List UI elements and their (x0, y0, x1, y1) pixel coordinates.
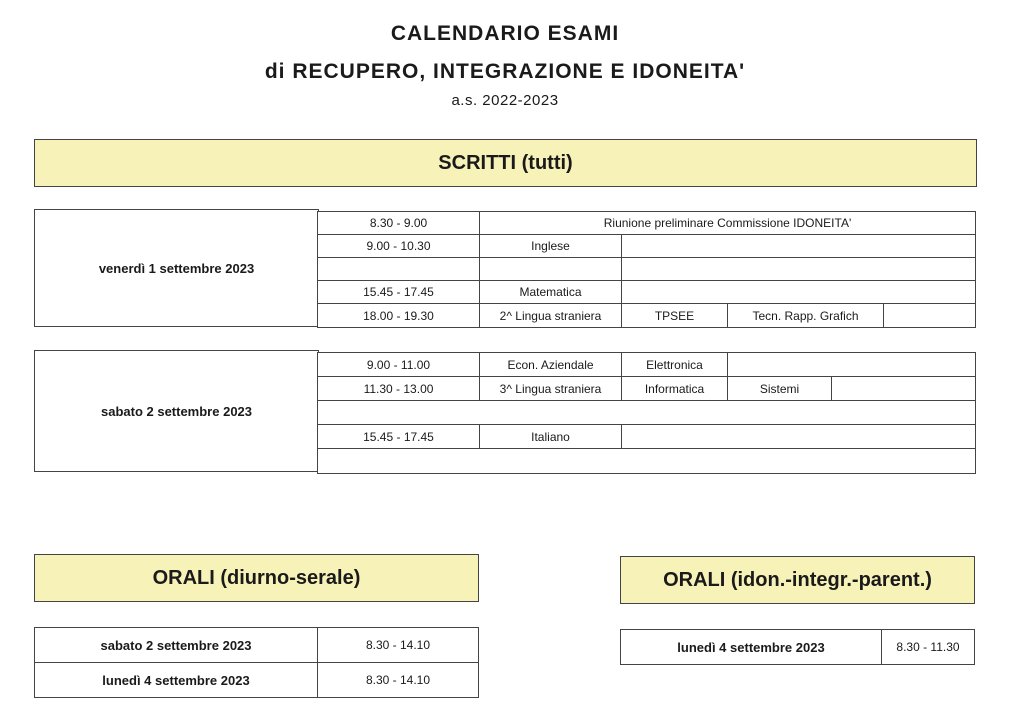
day1-row5-cell4 (883, 303, 976, 328)
day1-date: venerdì 1 settembre 2023 (98, 260, 255, 276)
day1-row5-cell3: Tecn. Rapp. Grafich (727, 303, 884, 328)
day2-date: sabato 2 settembre 2023 (100, 403, 253, 419)
school-year: a.s. 2022-2023 (451, 92, 559, 109)
day2-row1-cell1: Econ. Aziendale (479, 352, 622, 377)
orali-diurno-row-1 (34, 627, 479, 663)
orali-idon-row-1 (620, 629, 975, 665)
day2-row4-cell1: Italiano (479, 424, 622, 449)
day1-row5-time: 18.00 - 19.30 (317, 303, 480, 328)
day1-row4-blank (621, 280, 976, 304)
orali-idon-banner (620, 556, 975, 604)
day1-row1-time: 8.30 - 9.00 (317, 211, 480, 235)
day1-row5-cell1: 2^ Lingua straniera (479, 303, 622, 328)
scritti-banner (34, 139, 977, 187)
day2-row1-time: 9.00 - 11.00 (317, 352, 480, 377)
day1-row1-cell1: Riunione preliminare Commissione IDONEITA' (479, 211, 976, 235)
day2-row2-cell1: 3^ Lingua straniera (479, 376, 622, 401)
day1-row3-cell1 (479, 257, 622, 281)
day1-row4-cell1: Matematica (479, 280, 622, 304)
day2-row2-cell2: Informatica (621, 376, 728, 401)
day2-row2-cell3: Sistemi (727, 376, 832, 401)
orali-idon-row1-time: 8.30 - 11.30 (882, 629, 975, 665)
orali-idon-title: ORALI (idon.-integr.-parent.) (663, 568, 932, 591)
orali-diurno-row1-date: sabato 2 settembre 2023 (34, 627, 318, 663)
day1-row4-time: 15.45 - 17.45 (317, 280, 480, 304)
orali-diurno-banner (34, 554, 479, 602)
day2-row3-blank (317, 400, 976, 425)
day1-row3-time (317, 257, 480, 281)
orali-idon-row1-date: lunedì 4 settembre 2023 (620, 629, 882, 665)
orali-diurno-row-2 (34, 662, 479, 698)
day2-row1-cell2: Elettronica (621, 352, 728, 377)
orali-diurno-row1-time: 8.30 - 14.10 (318, 627, 479, 663)
day2-row1-cell3 (727, 352, 976, 377)
scritti-title: SCRITTI (tutti) (438, 151, 573, 174)
day1-row2-cell1: Inglese (479, 234, 622, 258)
title-line-2: di RECUPERO, INTEGRAZIONE E IDONEITA' (264, 60, 746, 83)
day2-row2-cell4 (831, 376, 976, 401)
day2-row4-time: 15.45 - 17.45 (317, 424, 480, 449)
day2-row5-blank (317, 448, 976, 474)
day2-row2-time: 11.30 - 13.00 (317, 376, 480, 401)
day1-row2-cell2 (621, 234, 976, 258)
day1-row3-cell2 (621, 257, 976, 281)
day1-row5-cell2: TPSEE (621, 303, 728, 328)
day1-row2-time: 9.00 - 10.30 (317, 234, 480, 258)
orali-diurno-row2-date: lunedì 4 settembre 2023 (34, 662, 318, 698)
day2-row4-cell2 (621, 424, 976, 449)
orali-diurno-row2-time: 8.30 - 14.10 (318, 662, 479, 698)
orali-diurno-title: ORALI (diurno-serale) (152, 566, 361, 589)
title-line-1: CALENDARIO ESAMI (390, 22, 620, 45)
